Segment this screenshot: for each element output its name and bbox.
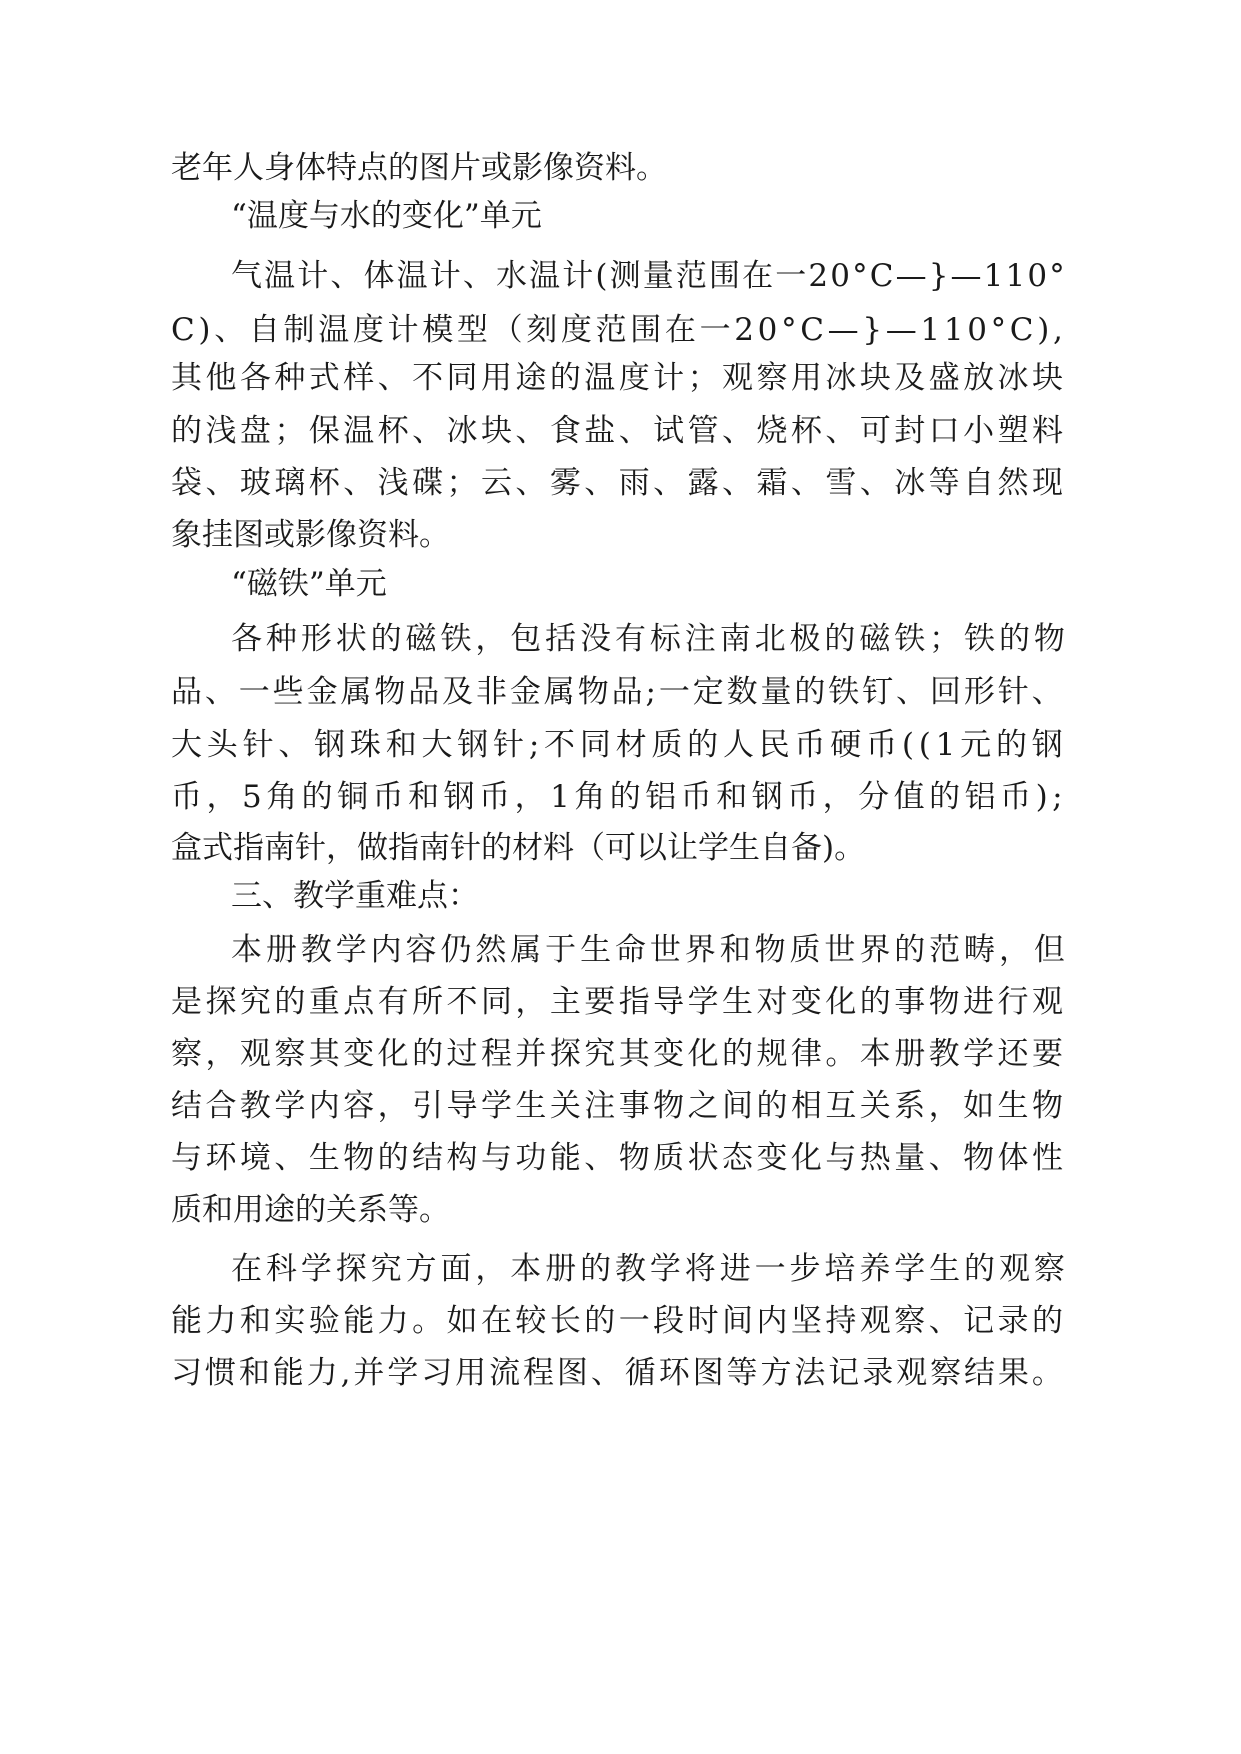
text-line: 与 环 境 、 生 物 的 结 构 与 功 能 、 物 质 状 态 变 化 与 热 量 、 物 体 性: [171, 1140, 1063, 1176]
text-line: 习 惯 和 能 力 , 并 学 习 用 流 程 图 、 循 环 图 等 方 法 记 录 观 察 结 果 。: [171, 1355, 1063, 1391]
text-line: 结 合 教 学 内 容 ， 引 导 学 生 关 注 事 物 之 间 的 相 互 关 系 ， 如 生 物: [171, 1088, 1063, 1124]
text-line: 本 册 教 学 内 容 仍 然 属 于 生 命 世 界 和 物 质 世 界 的 范 畴 ， 但: [231, 932, 1065, 968]
text-line: C ) 、 自 制 温 度 计 模 型 （ 刻 度 范 围 在 一 2 0 ° C — } — 1 1 0 ° C ) ,: [171, 312, 1063, 348]
text-line: 老年人身体特点的图片或影像资料。: [171, 150, 667, 186]
text-line: 其 他 各 种 式 样 、 不 同 用 途 的 温 度 计 ； 观 察 用 冰 块 及 盛 放 冰 块: [171, 360, 1063, 396]
text-line: 大 头 针 、 钢 珠 和 大 钢 针 ; 不 同 材 质 的 人 民 币 硬 币 ( ( 1 元 的 钢: [171, 727, 1063, 763]
text-line: 察 ， 观 察 其 变 化 的 过 程 并 探 究 其 变 化 的 规 律 。 本 册 教 学 还 要: [171, 1036, 1063, 1072]
text-line: 能 力 和 实 验 能 力 。 如 在 较 长 的 一 段 时 间 内 坚 持 观 察 、 记 录 的: [171, 1303, 1063, 1339]
section-heading: “磁铁”单元: [231, 566, 387, 602]
text-line: 品 、 一 些 金 属 物 品 及 非 金 属 物 品 ; 一 定 数 量 的 铁 钉 、 回 形 针 、: [171, 674, 1063, 710]
section-heading: 三、教学重难点：: [231, 878, 479, 914]
text-line: 是 探 究 的 重 点 有 所 不 同 ， 主 要 指 导 学 生 对 变 化 的 事 物 进 行 观: [171, 984, 1063, 1020]
text-line: 盒式指南针，做指南针的材料（可以让学生自备)。: [171, 830, 866, 866]
text-line: 各 种 形 状 的 磁 铁 ， 包 括 没 有 标 注 南 北 极 的 磁 铁 ； 铁 的 物: [231, 621, 1065, 657]
section-heading: “温度与水的变化”单元: [231, 198, 542, 234]
text-line: 质和用途的关系等。: [171, 1192, 450, 1228]
text-line: 在 科 学 探 究 方 面 ， 本 册 的 教 学 将 进 一 步 培 养 学 生 的 观 察: [231, 1251, 1065, 1287]
text-line: 的 浅 盘 ； 保 温 杯 、 冰 块 、 食 盐 、 试 管 、 烧 杯 、 可 封 口 小 塑 料: [171, 413, 1063, 449]
text-line: 币 ， 5 角 的 铜 币 和 钢 币 ， 1 角 的 铝 币 和 钢 币 ， 分 值 的 铝 币 ) ;: [171, 779, 1063, 815]
text-line: 气 温 计 、 体 温 计 、 水 温 计 ( 测 量 范 围 在 一 2 0 ° C — } — 1 1 0 °: [231, 258, 1065, 294]
text-line: 袋 、 玻 璃 杯 、 浅 碟 ； 云 、 雾 、 雨 、 露 、 霜 、 雪 、 冰 等 自 然 现: [171, 465, 1063, 501]
text-line: 象挂图或影像资料。: [171, 517, 450, 553]
